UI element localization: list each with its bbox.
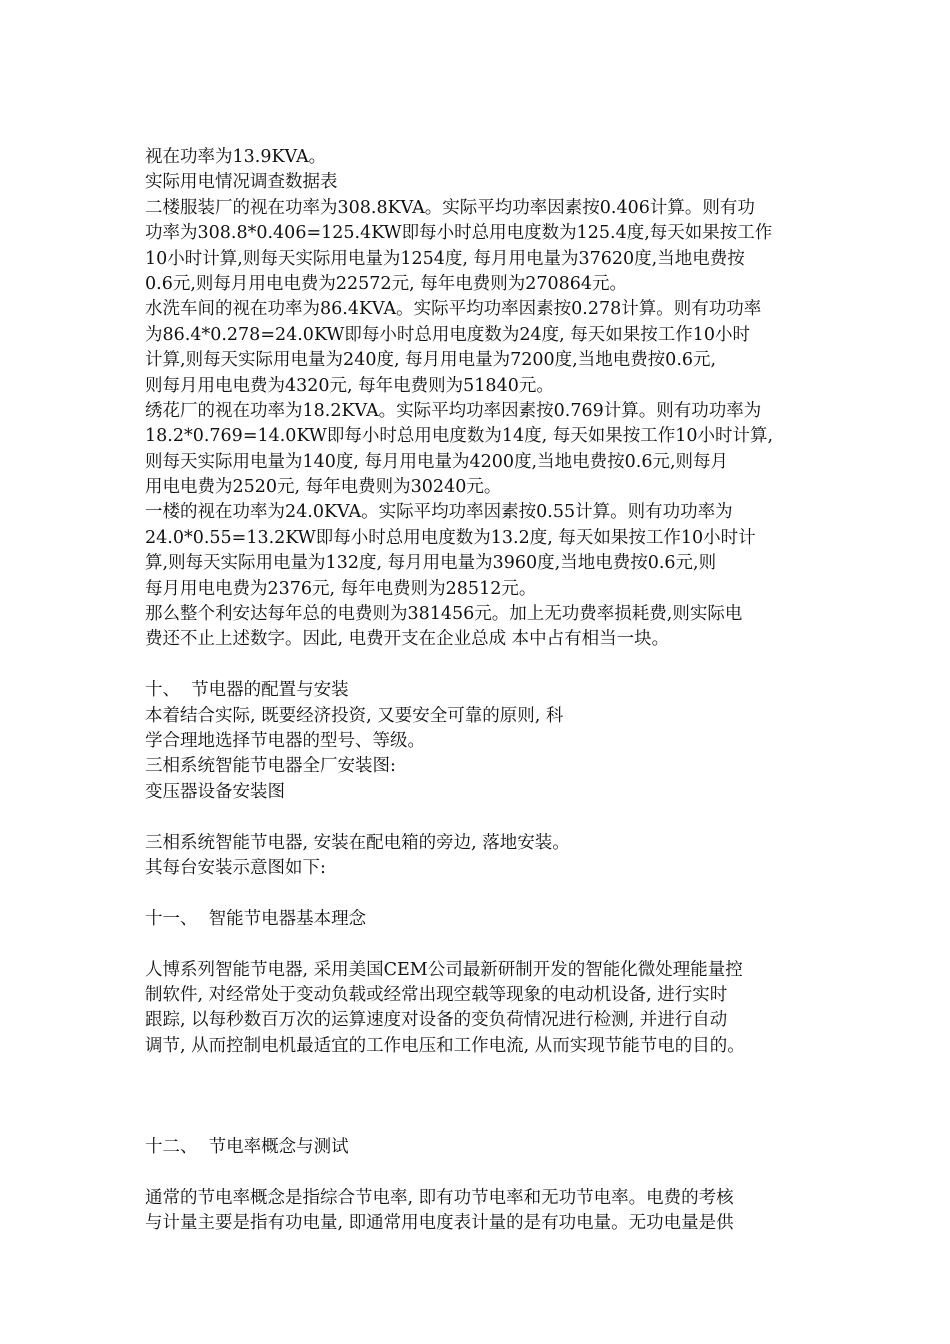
text-line: 10小时计算,则每天实际用电量为1254度, 每月用电量为37620度,当地电费按	[145, 248, 745, 269]
text-line: 二楼服装厂的视在功率为308.8KVA。实际平均功率因素按0.406计算。则有功	[145, 197, 755, 218]
section-heading-11: 十一、 智能节电器基本理念	[145, 908, 367, 929]
section-heading-12: 十二、 节电率概念与测试	[145, 1137, 349, 1158]
text-line: 算,则每天实际用电量为132度, 每月用电量为3960度,当地电费按0.6元,则	[145, 553, 717, 574]
text-line: 0.6元,则每月用电电费为22572元, 每年电费则为270864元。	[145, 273, 627, 294]
text-line: 每月用电电费为2376元, 每年电费则为28512元。	[145, 578, 537, 599]
text-line: 18.2*0.769=14.0KW即每小时总用电度数为14度, 每天如果按工作10小时计算,	[145, 426, 774, 447]
text-line: 跟踪, 以每秒数百万次的运算速度对设备的变负荷情况进行检测, 并进行自动	[145, 1010, 728, 1031]
text-line: 本着结合实际, 既要经济投资, 又要安全可靠的原则, 科	[145, 705, 564, 726]
text-line: 一楼的视在功率为24.0KVA。实际平均功率因素按0.55计算。则有功功率为	[145, 502, 733, 523]
blank-line	[145, 932, 825, 957]
text-line: 视在功率为13.9KVA。	[145, 147, 327, 167]
blank-line	[145, 653, 825, 678]
text-line: 变压器设备安装图	[145, 781, 285, 802]
text-line: 人博系列智能节电器, 采用美国CEM公司最新研制开发的智能化微处理能量控	[145, 959, 743, 980]
installation-note	[145, 831, 825, 882]
text-line: 那么整个利安达每年总的电费则为381456元。加上无功费率损耗费,则实际电	[145, 604, 743, 625]
section-12-body	[145, 1186, 825, 1237]
text-line: 调节, 从而控制电机最适宜的工作电压和工作电流, 从而实现节能节电的目的。	[145, 1035, 745, 1056]
text-line: 水洗车间的视在功率为86.4KVA。实际平均功率因素按0.278计算。则有功功率	[145, 299, 762, 320]
text-line: 用电电费为2520元, 每年电费则为30240元。	[145, 477, 502, 498]
document-body	[145, 145, 825, 1237]
text-line: 则每月用电电费为4320元, 每年电费则为51840元。	[145, 375, 554, 396]
section-11-body	[145, 958, 825, 1060]
text-line: 通常的节电率概念是指综合节电率, 即有功节电率和无功节电率。电费的考核	[145, 1187, 734, 1208]
text-line: 费还不止上述数字。因此, 电费开支在企业总成 本中占有相当一块。	[145, 629, 670, 650]
section-10-configuration	[145, 678, 825, 805]
text-line: 三相系统智能节电器, 安装在配电箱的旁边, 落地安装。	[145, 832, 570, 853]
blank-space	[145, 1059, 825, 1135]
text-line: 制软件, 对经常处于变动负载或经常出现空载等现象的电动机设备, 进行实时	[145, 984, 728, 1005]
section-heading: 十、 节电器的配置与安装	[145, 680, 349, 701]
text-line: 功率为308.8*0.406=125.4KW即每小时总用电度数为125.4度,每天如果按工作	[145, 223, 773, 244]
text-line: 其每台安装示意图如下:	[145, 857, 326, 878]
text-line: 三相系统智能节电器全厂安装图:	[145, 756, 396, 777]
text-line: 计算,则每天实际用电量为240度, 每月用电量为7200度,当地电费按0.6元,	[145, 350, 717, 371]
text-line: 为86.4*0.278=24.0KW即每小时总用电度数为24度, 每天如果按工作10小时	[145, 324, 751, 345]
electricity-survey-section	[145, 145, 825, 653]
blank-line	[145, 805, 825, 830]
text-line: 24.0*0.55=13.2KW即每小时总用电度数为13.2度, 每天如果按工作10小时计	[145, 527, 756, 548]
blank-line	[145, 1160, 825, 1185]
blank-line	[145, 881, 825, 906]
text-line: 学合理地选择节电器的型号、等级。	[145, 730, 425, 751]
text-line: 则每天实际用电量为140度, 每月用电量为4200度,当地电费按0.6元,则每月	[145, 451, 729, 472]
text-line: 实际用电情况调查数据表	[145, 172, 338, 193]
text-line: 绣花厂的视在功率为18.2KVA。实际平均功率因素按0.769计算。则有功功率为	[145, 400, 762, 421]
text-line: 与计量主要是指有功电量, 即通常用电度表计量的是有功电量。无功电量是供	[145, 1213, 734, 1234]
